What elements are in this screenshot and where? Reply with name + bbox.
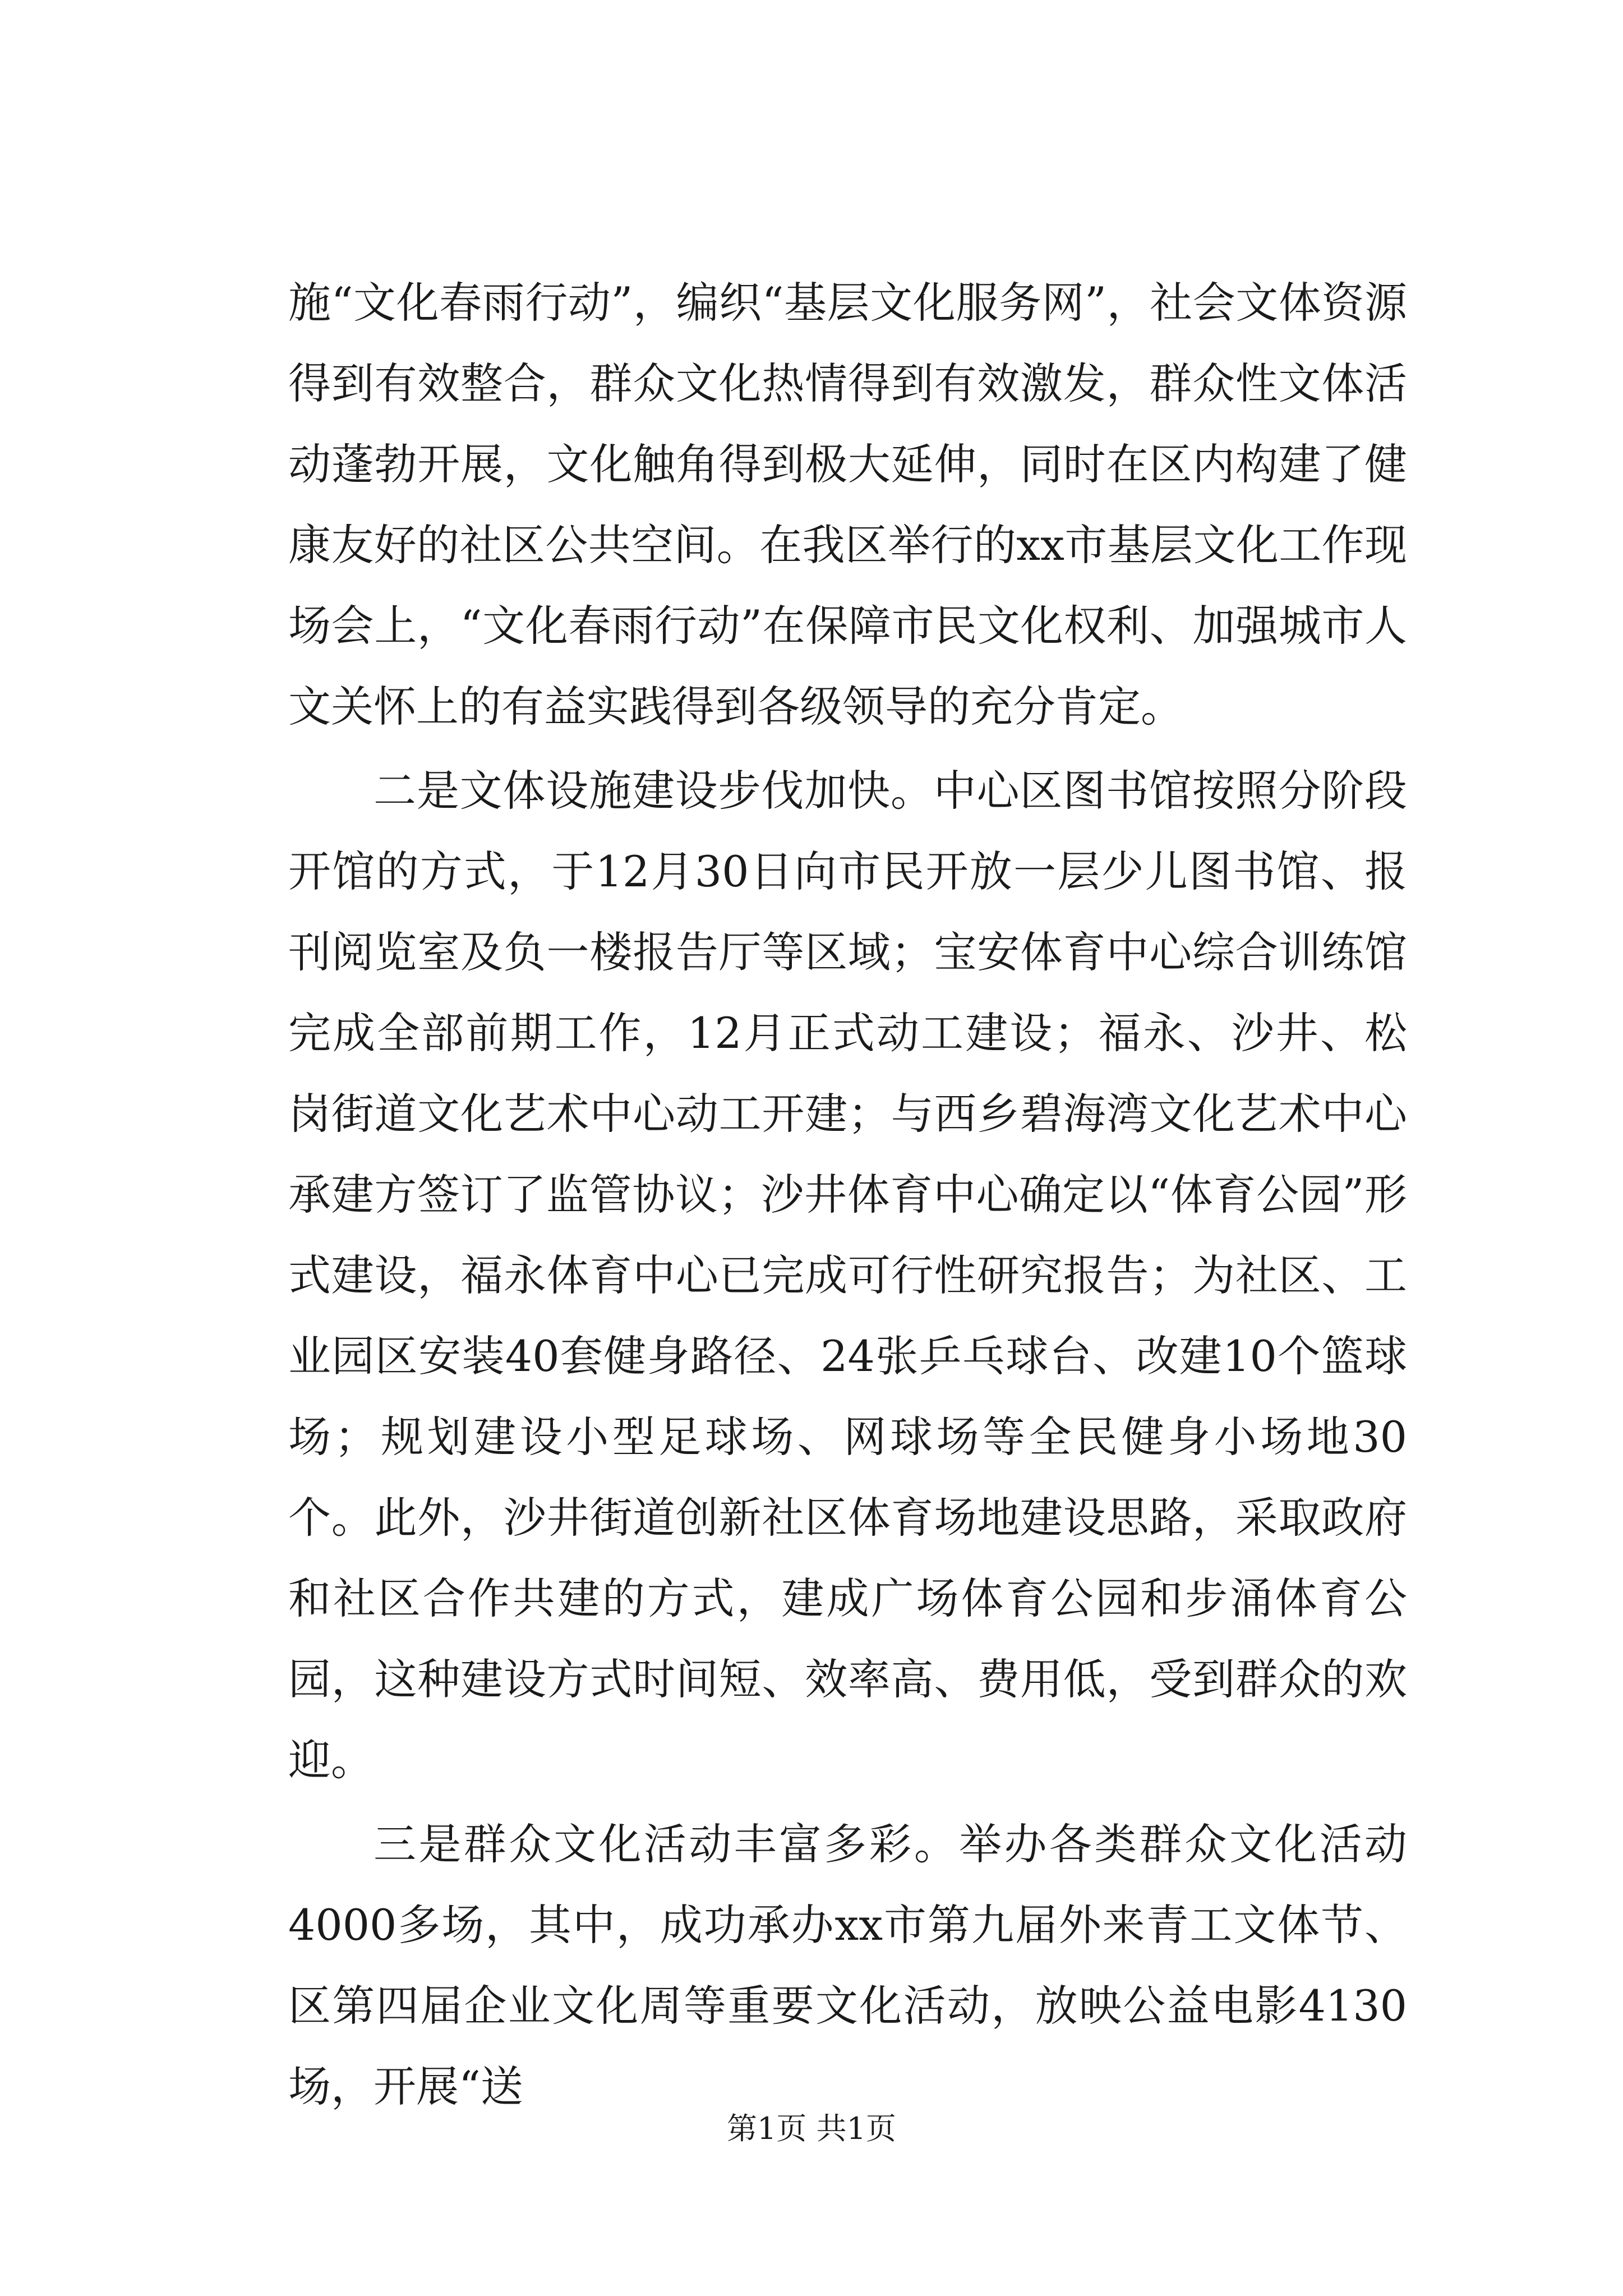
document-body: [288, 263, 1407, 2127]
paragraph-continuation: 施“文化春雨行动”，编织“基层文化服务网”，社会文体资源得到有效整合，群众文化热情得到有效激发，群众性文体活动蓬勃开展，文化触角得到极大延伸，同时在区内构建了健康友好的社区公共空间。在我区举行的xx市基层文化工作现场会上，“文化春雨行动”在保障市民文化权利、加强城市人文关怀上的有益实践得到各级领导的充分肯定。: [288, 278, 1407, 731]
paragraph-facilities: 二是文体设施建设步伐加快。中心区图书馆按照分阶段开馆的方式，于12月30日向市民开放一层少儿图书馆、报刊阅览室及负一楼报告厅等区域；宝安体育中心综合训练馆完成全部前期工作，12月正式动工建设；福永、沙井、松岗街道文化艺术中心动工开建；与西乡碧海湾文化艺术中心承建方签订了监管协议；沙井体育中心确定以“体育公园”形式建设，福永体育中心已完成可行性研究报告；为社区、工业园区安装40套健身路径、24张乒乓球台、改建10个篮球场；规划建设小型足球场、网球场等全民健身小场地30个。此外，沙井街道创新社区体育场地建设思路，采取政府和社区合作共建的方式，建成广场体育公园和步涌体育公园，这种建设方式时间短、效率高、费用低，受到群众的欢迎。: [288, 766, 1407, 1785]
page-footer: 第1页 共1页: [727, 2111, 896, 2146]
paragraph-activities: 三是群众文化活动丰富多彩。举办各类群众文化活动4000多场，其中，成功承办xx市第九届外来青工文体节、区第四届企业文化周等重要文化活动，放映公益电影4130场，开展“送: [288, 1819, 1407, 2111]
